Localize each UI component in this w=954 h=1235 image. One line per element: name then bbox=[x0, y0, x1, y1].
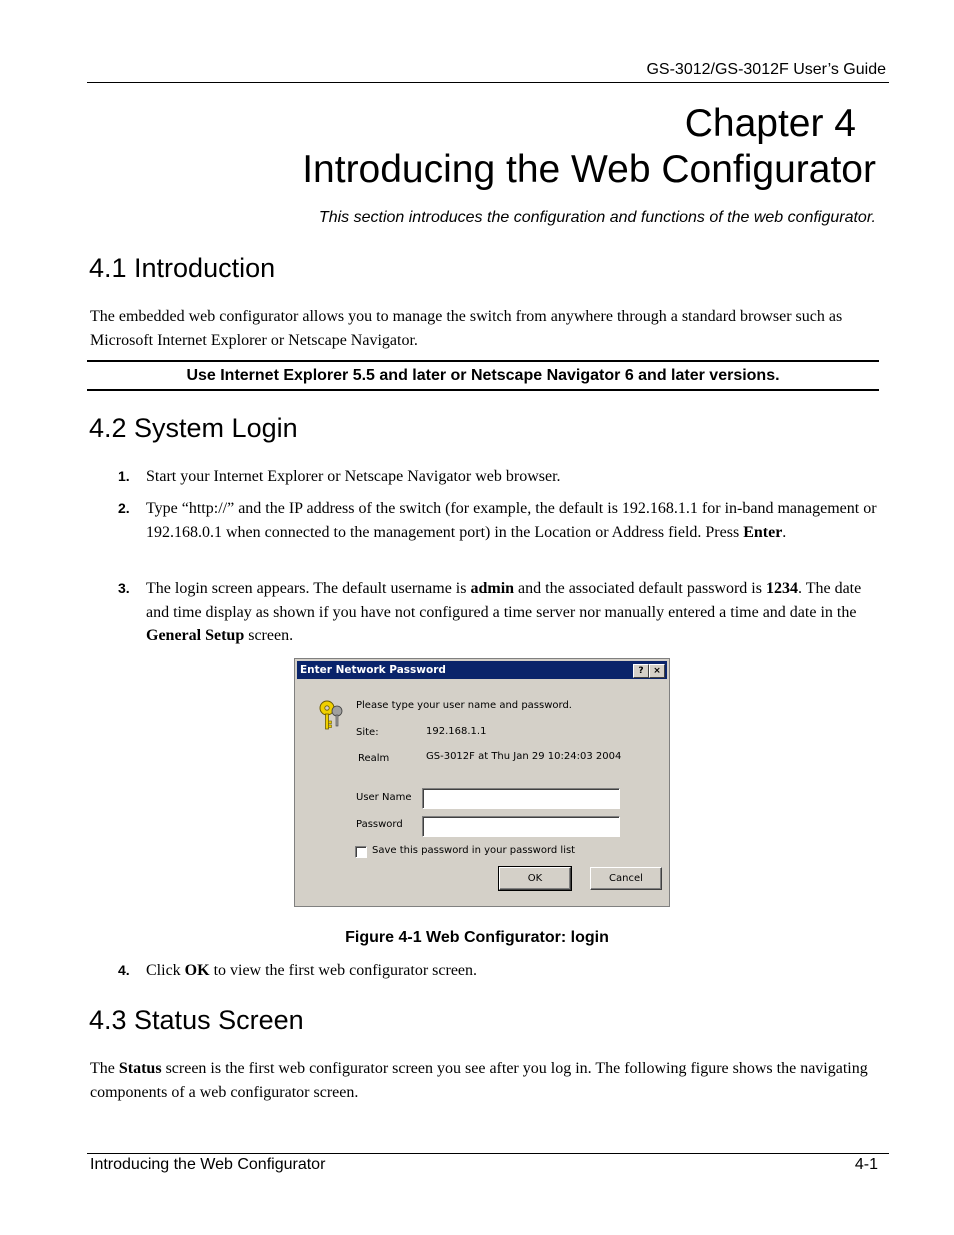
browser-note-text: Use Internet Explorer 5.5 and later or Netscape Navigator 6 and later versions. bbox=[186, 367, 780, 384]
cancel-button[interactable]: Cancel bbox=[590, 867, 662, 890]
section-heading-system-login: 4.2 System Login bbox=[89, 413, 298, 443]
step-text-part: screen. bbox=[244, 627, 294, 644]
status-text-part: The bbox=[90, 1060, 119, 1077]
login-dialog-figure bbox=[294, 658, 670, 907]
username-input[interactable] bbox=[422, 788, 620, 809]
close-button[interactable]: × bbox=[649, 664, 665, 678]
step-text bbox=[146, 577, 881, 648]
password-input[interactable] bbox=[422, 816, 620, 837]
save-password-label: Save this password in your password list bbox=[372, 845, 576, 856]
chapter-subtitle: This section introduces the configuration and functions of the web configurator. bbox=[318, 209, 876, 226]
status-text-part: screen is the first web configurator screen you see after you log in. The following figure shows the navigating components of a web configurator screen. bbox=[90, 1060, 868, 1101]
section-heading-status-screen: 4.3 Status Screen bbox=[89, 1005, 304, 1035]
page-number: 4-1 bbox=[854, 1156, 878, 1173]
step-bold-general-setup: General Setup bbox=[146, 627, 245, 644]
dialog-prompt: Please type your user name and password. bbox=[356, 700, 572, 711]
step-bold-password: 1234 bbox=[765, 580, 798, 597]
step-number: 2. bbox=[118, 500, 130, 516]
dialog-title: Enter Network Password bbox=[300, 664, 446, 676]
site-value: 192.168.1.1 bbox=[426, 726, 487, 737]
chapter-number: Chapter 4 bbox=[684, 102, 856, 145]
password-label: Password bbox=[356, 819, 403, 830]
keys-icon bbox=[317, 699, 347, 733]
step-text: Start your Internet Explorer or Netscape Navigator web browser. bbox=[146, 468, 561, 485]
step-bold-ok: OK bbox=[184, 962, 210, 979]
header-rule bbox=[87, 82, 889, 83]
chapter-title: Introducing the Web Configurator bbox=[302, 148, 876, 191]
step-number: 1. bbox=[118, 468, 130, 484]
step-text-part: . The date and time display as shown if you have not configured a time server nor manually entered a time and date in the bbox=[146, 580, 862, 621]
username-label: User Name bbox=[356, 792, 412, 803]
step-text bbox=[146, 959, 881, 983]
step-text-part: to view the first web configurator screen. bbox=[209, 962, 478, 979]
step-text-part: The login screen appears. The default username is bbox=[146, 580, 471, 597]
ok-button[interactable]: OK bbox=[499, 867, 571, 890]
realm-label: Realm bbox=[358, 753, 390, 764]
section-heading-introduction: 4.1 Introduction bbox=[89, 253, 276, 283]
figure-caption: Figure 4-1 Web Configurator: login bbox=[345, 929, 609, 946]
step-bold-admin: admin bbox=[470, 580, 515, 597]
step-number: 3. bbox=[118, 580, 130, 596]
status-bold: Status bbox=[118, 1060, 162, 1077]
footer-rule bbox=[87, 1153, 889, 1154]
footer-chapter-title: Introducing the Web Configurator bbox=[90, 1156, 326, 1173]
step-text-part: and the associated default password is bbox=[514, 580, 766, 597]
save-password-checkbox[interactable] bbox=[355, 846, 367, 858]
dialog-title-bar bbox=[297, 661, 667, 679]
realm-value: GS-3012F at Thu Jan 29 10:24:03 2004 bbox=[426, 751, 622, 762]
help-button[interactable]: ? bbox=[633, 664, 649, 678]
step-number: 4. bbox=[118, 962, 130, 978]
step-text-part: . bbox=[782, 523, 787, 541]
site-label: Site: bbox=[356, 727, 379, 738]
step-text bbox=[146, 497, 881, 544]
status-paragraph bbox=[90, 1057, 880, 1104]
step-text-part: Click bbox=[146, 962, 185, 979]
introduction-paragraph: The embedded web configurator allows you to manage the switch from anywhere through a standard browser such as Microsoft Internet Explorer or Netscape Navigator. bbox=[90, 308, 843, 349]
step-text-part: Type “http://” and the IP address of the switch (for example, the default is 192.168.1.1 for in-band management or 192.168.0.1 when connected to the management port) in the Location or Address field. Press bbox=[146, 500, 877, 541]
running-header: GS-3012/GS-3012F User’s Guide bbox=[646, 61, 886, 78]
browser-note bbox=[87, 360, 879, 391]
step-bold-enter: Enter bbox=[743, 523, 783, 541]
